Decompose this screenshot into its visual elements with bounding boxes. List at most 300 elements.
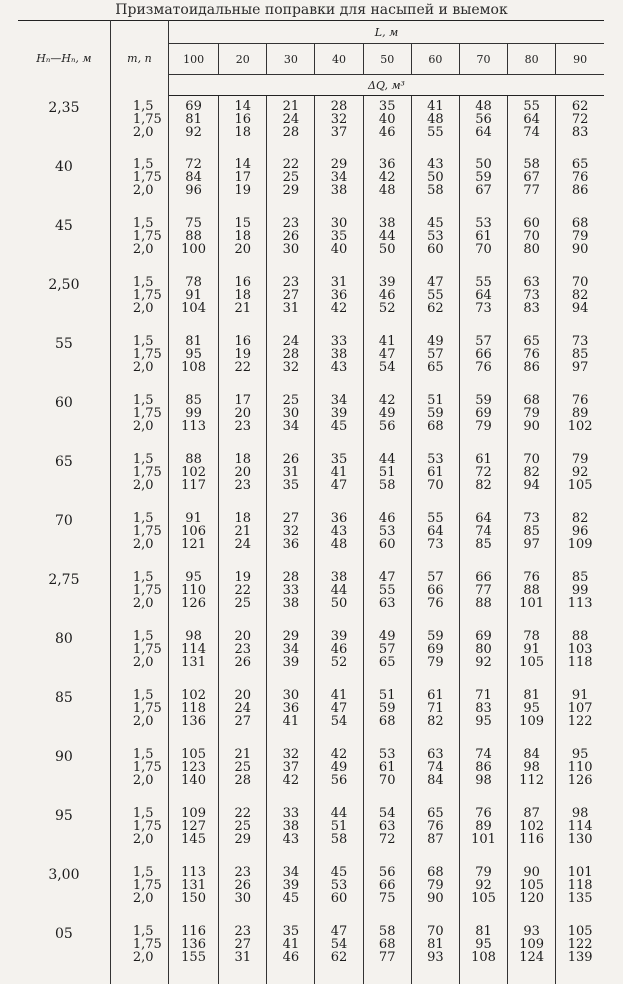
correction-value: 47 (330, 477, 348, 493)
correction-value: 71 (427, 700, 444, 716)
slope-value: 1,75 (132, 523, 162, 539)
correction-value: 32 (330, 112, 348, 127)
correction-value: 59 (427, 405, 444, 421)
header-mn: m, n (110, 21, 168, 96)
correction-cell (363, 512, 411, 571)
correction-value: 57 (378, 641, 396, 657)
correction-cell (169, 217, 219, 276)
correction-value: 72 (475, 464, 492, 480)
correction-value: 64 (427, 523, 444, 539)
correction-value: 31 (282, 464, 300, 480)
correction-cell (169, 925, 219, 984)
correction-value: 43 (282, 831, 300, 847)
correction-value: 47 (330, 700, 348, 716)
correction-value: 91 (523, 641, 540, 657)
correction-value: 54 (330, 713, 348, 729)
table-row (18, 630, 604, 689)
slope-value: 1,75 (132, 700, 162, 716)
correction-cell (556, 512, 604, 571)
correction-value: 65 (523, 333, 540, 349)
correction-cell (556, 394, 604, 453)
slope-value: 1,5 (132, 451, 154, 467)
correction-value: 42 (330, 300, 348, 316)
correction-value: 92 (475, 877, 492, 893)
correction-value: 39 (282, 654, 300, 670)
row-slope-values (110, 512, 168, 571)
correction-value: 34 (282, 418, 300, 434)
correction-value: 60 (427, 241, 444, 257)
correction-value: 35 (282, 477, 300, 493)
slope-value: 1,75 (132, 169, 162, 185)
correction-cell (556, 335, 604, 394)
table-row (18, 689, 604, 748)
correction-cell (459, 689, 507, 748)
correction-cell (363, 748, 411, 807)
correction-value: 61 (427, 464, 444, 480)
correction-value: 105 (567, 477, 593, 493)
slope-value: 1,75 (132, 228, 162, 244)
correction-value: 92 (475, 654, 492, 670)
correction-value: 35 (330, 228, 348, 244)
correction-value: 53 (378, 523, 396, 539)
correction-value: 131 (181, 877, 206, 893)
row-height-value: 45 (18, 217, 110, 276)
correction-cell (508, 807, 556, 866)
correction-value: 24 (234, 536, 251, 552)
header-L-value: 20 (219, 44, 267, 75)
row-height-value: 40 (18, 158, 110, 217)
correction-cell (459, 512, 507, 571)
correction-value: 71 (475, 687, 492, 703)
correction-value: 98 (523, 759, 540, 775)
correction-value: 95 (523, 700, 540, 716)
correction-value: 19 (234, 346, 251, 362)
correction-value: 15 (234, 215, 251, 231)
correction-value: 18 (234, 510, 251, 526)
row-height-value: 05 (18, 925, 110, 984)
correction-value: 30 (282, 241, 300, 257)
correction-value: 100 (181, 241, 206, 257)
slope-value: 2,0 (132, 300, 154, 316)
correction-cell (556, 925, 604, 984)
correction-value: 79 (475, 864, 492, 880)
correction-value: 21 (282, 99, 300, 114)
correction-value: 82 (475, 477, 492, 493)
correction-value: 70 (523, 228, 540, 244)
correction-value: 62 (330, 949, 348, 965)
correction-value: 64 (475, 125, 492, 140)
correction-value: 55 (427, 287, 444, 303)
row-slope-values (110, 217, 168, 276)
correction-cell (363, 925, 411, 984)
correction-value: 106 (181, 523, 206, 539)
correction-cell (219, 571, 267, 630)
correction-value: 116 (181, 923, 206, 939)
correction-cell (459, 96, 507, 158)
correction-value: 29 (330, 156, 348, 172)
correction-value: 81 (427, 936, 444, 952)
correction-value: 107 (567, 700, 593, 716)
correction-value: 39 (378, 274, 396, 290)
correction-cell (556, 866, 604, 925)
correction-cell (315, 630, 363, 689)
correction-cell (219, 453, 267, 512)
correction-value: 83 (571, 125, 589, 140)
slope-value: 1,75 (132, 641, 162, 657)
correction-value: 80 (523, 241, 540, 257)
correction-value: 54 (330, 936, 348, 952)
correction-value: 41 (330, 687, 348, 703)
correction-cell (315, 453, 363, 512)
correction-value: 54 (378, 805, 396, 821)
correction-value: 41 (427, 99, 444, 114)
correction-value: 92 (185, 125, 202, 140)
correction-value: 37 (282, 759, 300, 775)
correction-cell (267, 276, 315, 335)
correction-value: 14 (234, 156, 251, 172)
correction-value: 88 (185, 451, 202, 467)
correction-value: 28 (282, 125, 300, 140)
correction-value: 46 (378, 510, 396, 526)
header-L-value: 70 (459, 44, 507, 75)
slope-value: 2,0 (132, 182, 154, 198)
correction-value: 42 (378, 169, 396, 185)
correction-value: 16 (234, 112, 251, 127)
correction-value: 60 (330, 890, 348, 906)
correction-value: 76 (475, 359, 492, 375)
correction-value: 56 (475, 112, 492, 127)
correction-value: 122 (567, 713, 593, 729)
correction-cell (267, 630, 315, 689)
slope-value: 1,75 (132, 464, 162, 480)
correction-value: 114 (567, 818, 593, 834)
correction-value: 74 (475, 746, 492, 762)
correction-value: 105 (471, 890, 496, 906)
correction-value: 39 (330, 628, 348, 644)
correction-value: 109 (567, 536, 593, 552)
correction-value: 39 (330, 405, 348, 421)
correction-value: 52 (378, 300, 396, 316)
row-slope-values (110, 276, 168, 335)
correction-value: 41 (282, 936, 300, 952)
correction-value: 38 (330, 182, 348, 198)
corrections-table (18, 20, 604, 984)
correction-value: 20 (234, 687, 251, 703)
correction-value: 48 (378, 182, 396, 198)
correction-value: 39 (282, 877, 300, 893)
correction-value: 76 (427, 818, 444, 834)
correction-cell (508, 748, 556, 807)
slope-value: 1,75 (132, 759, 162, 775)
correction-value: 76 (523, 569, 540, 585)
correction-value: 53 (330, 877, 348, 893)
slope-value: 1,5 (132, 687, 154, 703)
slope-value: 2,0 (132, 772, 154, 788)
correction-value: 25 (234, 595, 251, 611)
correction-cell (411, 925, 459, 984)
correction-value: 90 (571, 241, 589, 257)
correction-value: 95 (475, 713, 492, 729)
correction-cell (508, 217, 556, 276)
row-height-value: 70 (18, 512, 110, 571)
correction-value: 46 (378, 125, 396, 140)
correction-value: 72 (378, 831, 396, 847)
correction-value: 105 (519, 877, 545, 893)
correction-value: 120 (519, 890, 545, 906)
correction-value: 95 (185, 569, 202, 585)
correction-value: 73 (427, 536, 444, 552)
correction-value: 43 (330, 359, 348, 375)
correction-cell (169, 394, 219, 453)
correction-cell (508, 512, 556, 571)
header-h: Hₙ—Hₙ, м (18, 21, 110, 96)
correction-value: 30 (330, 215, 348, 231)
correction-value: 47 (378, 569, 396, 585)
slope-value: 1,75 (132, 111, 162, 127)
correction-value: 90 (427, 890, 444, 906)
correction-value: 25 (282, 392, 300, 408)
correction-value: 79 (523, 405, 540, 421)
correction-value: 77 (475, 582, 492, 598)
correction-cell (556, 807, 604, 866)
correction-value: 85 (571, 569, 589, 585)
correction-cell (363, 335, 411, 394)
correction-value: 20 (234, 464, 251, 480)
correction-value: 22 (234, 582, 251, 598)
slope-value: 1,5 (132, 98, 154, 114)
slope-value: 2,0 (132, 713, 154, 729)
correction-value: 67 (475, 182, 492, 198)
slope-value: 1,5 (132, 333, 154, 349)
correction-cell (508, 96, 556, 158)
slope-value: 1,5 (132, 510, 154, 526)
correction-cell (315, 925, 363, 984)
correction-cell (411, 276, 459, 335)
correction-value: 82 (571, 510, 589, 526)
correction-cell (556, 276, 604, 335)
correction-value: 90 (523, 418, 540, 434)
correction-value: 85 (523, 523, 540, 539)
correction-cell (219, 925, 267, 984)
correction-cell (267, 453, 315, 512)
correction-value: 40 (378, 112, 396, 127)
correction-cell (219, 217, 267, 276)
correction-value: 22 (282, 156, 300, 172)
correction-value: 63 (378, 595, 396, 611)
correction-value: 59 (475, 169, 492, 185)
slope-value: 2,0 (132, 654, 154, 670)
correction-value: 118 (567, 654, 593, 670)
correction-value: 56 (330, 772, 348, 788)
correction-value: 55 (378, 582, 396, 598)
correction-cell (315, 748, 363, 807)
correction-value: 73 (475, 300, 492, 316)
correction-value: 36 (282, 536, 300, 552)
correction-value: 86 (571, 182, 589, 198)
correction-cell (556, 748, 604, 807)
row-height-value: 95 (18, 807, 110, 866)
correction-value: 56 (378, 418, 396, 434)
correction-value: 110 (181, 582, 206, 598)
slope-value: 2,0 (132, 890, 154, 906)
slope-value: 1,5 (132, 628, 154, 644)
correction-value: 112 (519, 772, 545, 788)
correction-value: 25 (282, 169, 300, 185)
correction-value: 89 (475, 818, 492, 834)
correction-cell (363, 453, 411, 512)
correction-value: 18 (234, 287, 251, 303)
row-height-value: 85 (18, 689, 110, 748)
correction-value: 18 (234, 451, 251, 467)
correction-value: 66 (475, 346, 492, 362)
slope-value: 1,5 (132, 215, 154, 231)
correction-cell (556, 689, 604, 748)
row-height-value: 3,00 (18, 866, 110, 925)
correction-value: 17 (234, 169, 251, 185)
correction-value: 23 (234, 923, 251, 939)
slope-value: 2,0 (132, 241, 154, 257)
correction-value: 70 (427, 477, 444, 493)
correction-cell (411, 571, 459, 630)
correction-cell (363, 96, 411, 158)
correction-cell (169, 158, 219, 217)
correction-value: 34 (330, 392, 348, 408)
row-slope-values (110, 807, 168, 866)
correction-cell (169, 807, 219, 866)
correction-value: 77 (523, 182, 540, 198)
correction-value: 69 (427, 641, 444, 657)
correction-value: 81 (185, 112, 202, 127)
correction-value: 31 (282, 300, 300, 316)
correction-value: 102 (519, 818, 545, 834)
correction-cell (219, 512, 267, 571)
correction-value: 109 (519, 936, 545, 952)
slope-value: 1,75 (132, 818, 162, 834)
correction-value: 79 (427, 654, 444, 670)
correction-value: 55 (427, 125, 444, 140)
correction-value: 46 (330, 641, 348, 657)
slope-value: 1,75 (132, 936, 162, 952)
correction-value: 59 (378, 700, 396, 716)
correction-value: 140 (181, 772, 206, 788)
row-height-value: 55 (18, 335, 110, 394)
correction-value: 46 (378, 287, 396, 303)
correction-value: 75 (378, 890, 396, 906)
correction-value: 50 (427, 169, 444, 185)
correction-cell (219, 689, 267, 748)
correction-value: 118 (567, 877, 593, 893)
correction-value: 73 (523, 510, 540, 526)
correction-value: 46 (282, 949, 300, 965)
correction-value: 62 (427, 300, 444, 316)
correction-value: 77 (378, 949, 396, 965)
correction-value: 84 (185, 169, 202, 185)
correction-cell (411, 217, 459, 276)
correction-value: 28 (234, 772, 251, 788)
correction-value: 24 (282, 112, 300, 127)
correction-value: 97 (523, 536, 540, 552)
slope-value: 1,5 (132, 274, 154, 290)
row-slope-values (110, 335, 168, 394)
correction-cell (556, 217, 604, 276)
correction-value: 118 (181, 700, 206, 716)
correction-cell (459, 158, 507, 217)
correction-cell (219, 335, 267, 394)
correction-value: 101 (519, 595, 545, 611)
table-row (18, 453, 604, 512)
correction-value: 88 (571, 628, 589, 644)
correction-value: 86 (523, 359, 540, 375)
correction-value: 33 (282, 805, 300, 821)
correction-value: 28 (282, 569, 300, 585)
correction-cell (459, 748, 507, 807)
correction-value: 66 (378, 877, 396, 893)
correction-value: 50 (475, 156, 492, 172)
row-height-value: 60 (18, 394, 110, 453)
correction-value: 131 (181, 654, 206, 670)
correction-value: 23 (234, 418, 251, 434)
correction-value: 35 (330, 451, 348, 467)
correction-value: 32 (282, 746, 300, 762)
correction-cell (411, 807, 459, 866)
correction-cell (363, 630, 411, 689)
correction-value: 22 (234, 359, 251, 375)
correction-value: 32 (282, 359, 300, 375)
correction-value: 122 (567, 936, 593, 952)
correction-value: 123 (181, 759, 206, 775)
correction-value: 57 (475, 333, 492, 349)
correction-value: 28 (330, 99, 348, 114)
correction-cell (508, 630, 556, 689)
correction-value: 25 (234, 818, 251, 834)
correction-value: 30 (282, 405, 300, 421)
row-slope-values (110, 925, 168, 984)
correction-value: 38 (282, 595, 300, 611)
header-L-value: 40 (315, 44, 363, 75)
correction-value: 58 (427, 182, 444, 198)
correction-cell (363, 689, 411, 748)
correction-value: 27 (282, 287, 300, 303)
correction-value: 60 (523, 215, 540, 231)
correction-cell (411, 453, 459, 512)
header-L-value: 50 (363, 44, 411, 75)
correction-value: 53 (427, 228, 444, 244)
slope-value: 1,75 (132, 346, 162, 362)
header-L-value: 30 (267, 44, 315, 75)
row-slope-values (110, 630, 168, 689)
slope-value: 2,0 (132, 418, 154, 434)
correction-value: 84 (523, 746, 540, 762)
slope-value: 2,0 (132, 595, 154, 611)
correction-cell (508, 453, 556, 512)
correction-value: 83 (523, 300, 540, 316)
correction-cell (219, 866, 267, 925)
correction-value: 82 (427, 713, 444, 729)
row-slope-values (110, 158, 168, 217)
correction-value: 88 (185, 228, 202, 244)
correction-value: 26 (234, 654, 251, 670)
correction-value: 57 (427, 346, 444, 362)
correction-value: 114 (181, 641, 206, 657)
correction-value: 50 (378, 241, 396, 257)
table-title: Призматоидальные поправки для насыпей и выемок (115, 2, 508, 18)
correction-cell (411, 748, 459, 807)
correction-value: 40 (330, 241, 348, 257)
correction-cell (411, 394, 459, 453)
correction-value: 29 (282, 182, 300, 198)
correction-value: 25 (234, 759, 251, 775)
correction-value: 53 (378, 746, 396, 762)
